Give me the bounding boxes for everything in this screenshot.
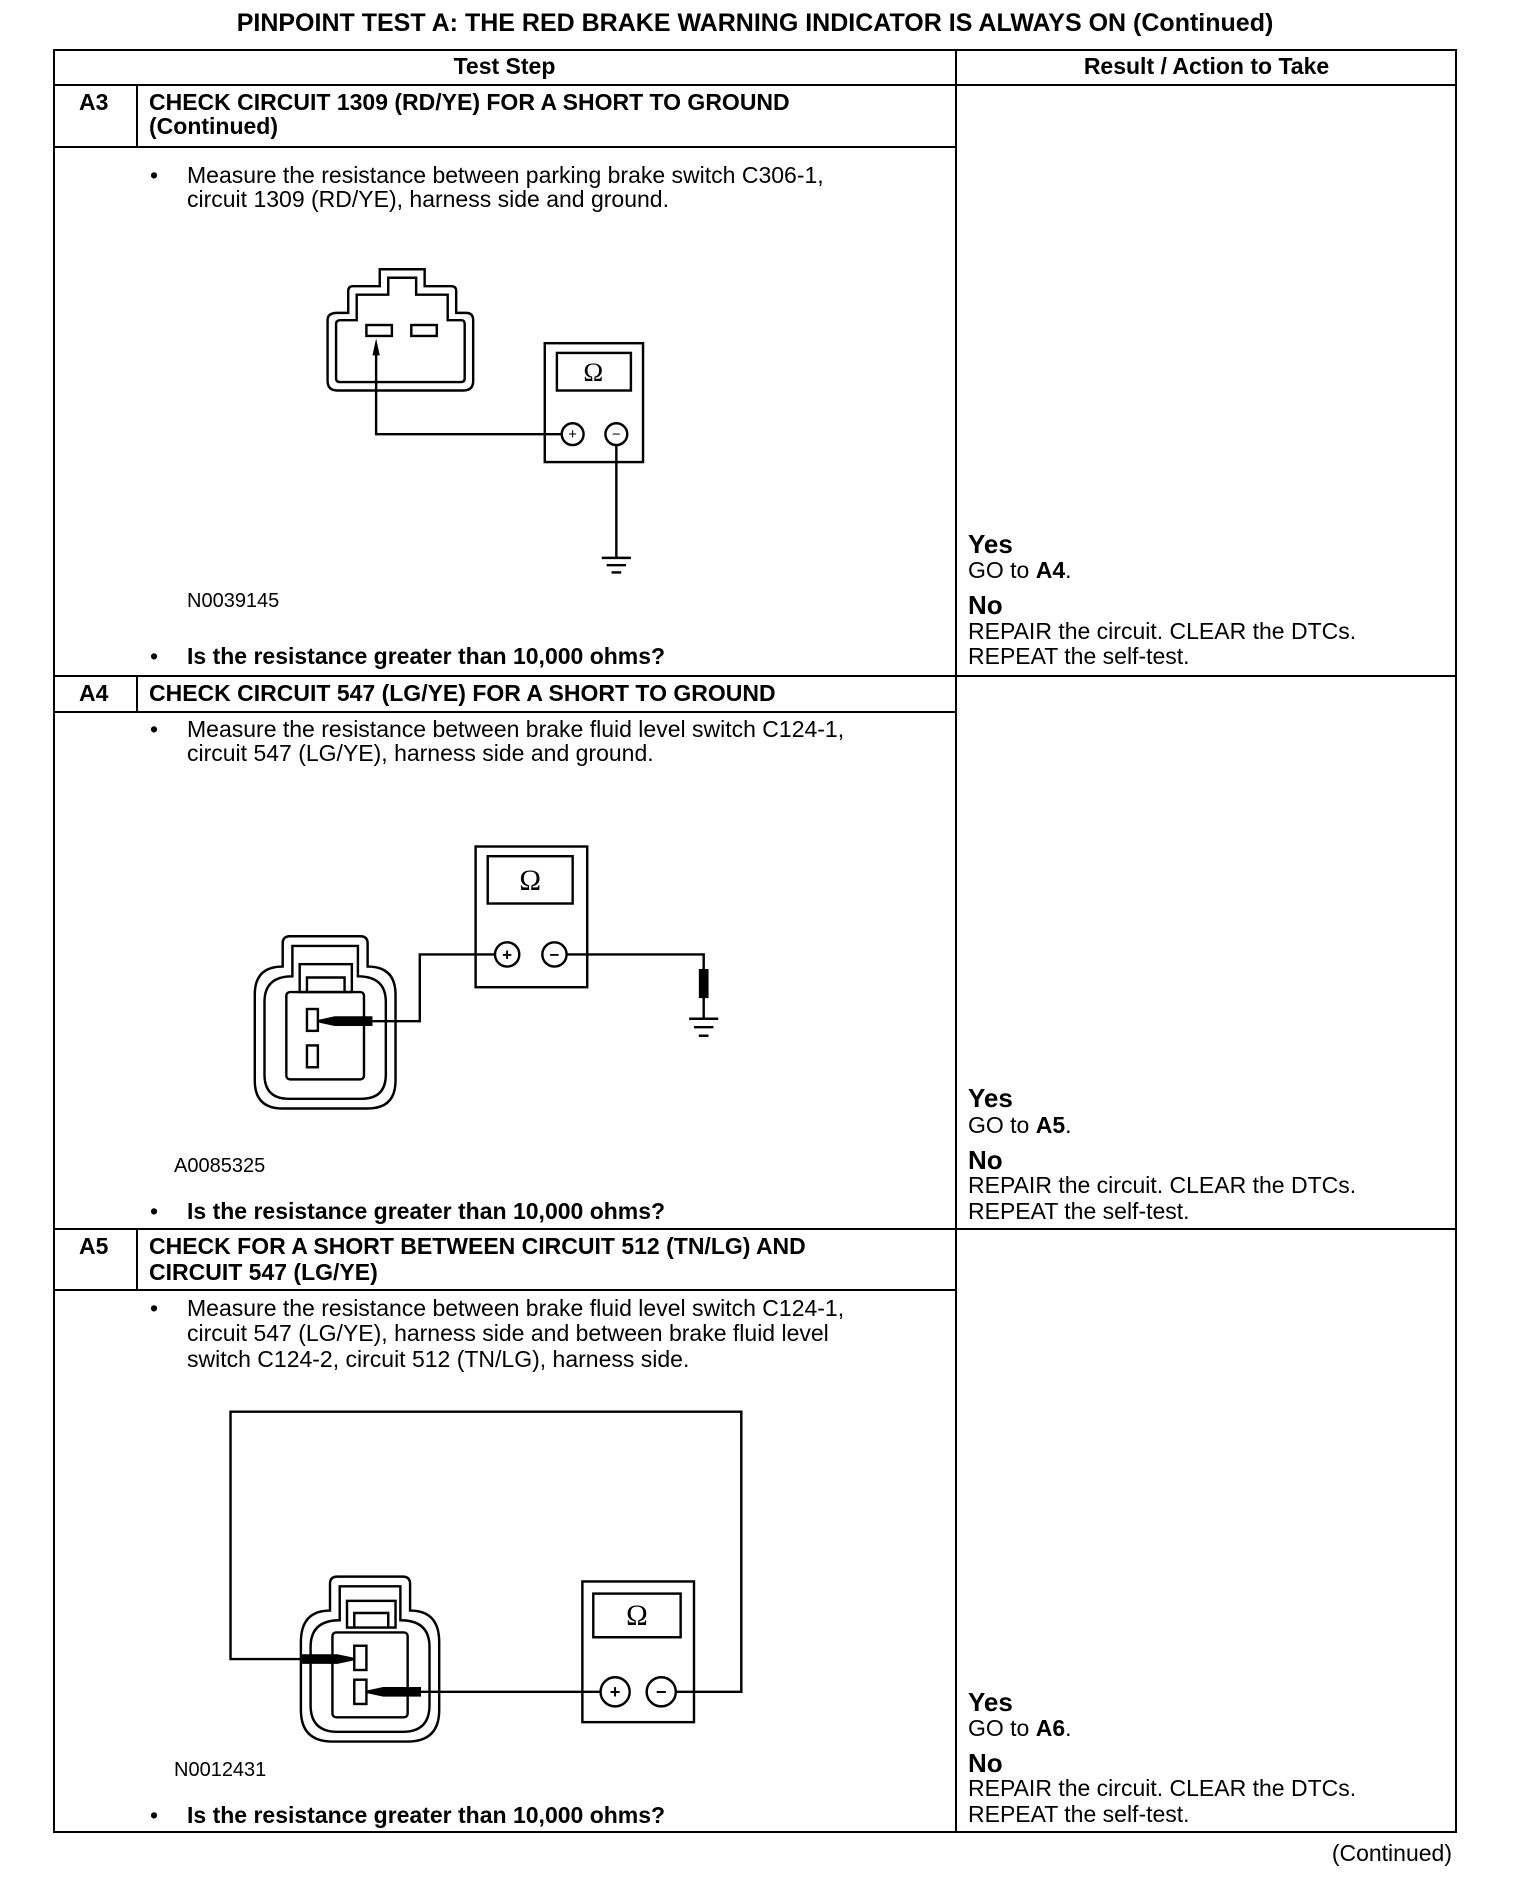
go-to-period: .	[1065, 1112, 1072, 1138]
step-heading-line: (Continued)	[149, 113, 279, 139]
go-to-target: A6	[1035, 1715, 1066, 1741]
step-heading-line: CHECK CIRCUIT 547 (LG/YE) FOR A SHORT TO GROUND	[149, 680, 776, 706]
instruction-line: circuit 1309 (RD/YE), harness side and ground.	[187, 186, 669, 212]
plus-symbol: +	[609, 1681, 621, 1702]
plus-symbol: +	[568, 427, 577, 444]
go-to-text: GO to	[968, 557, 1030, 583]
bullet: •	[150, 643, 159, 669]
connector-c306-terminal-1	[366, 325, 391, 336]
meter-negative-lead-a5	[231, 1412, 742, 1692]
connector-c306-inner-outline	[336, 278, 465, 382]
probe-a5-lower	[366, 1688, 419, 1695]
ohm-symbol: Ω	[583, 356, 604, 387]
go-to-period: .	[1065, 1715, 1072, 1741]
bullet: •	[150, 1295, 159, 1321]
result-no-action-line: REPEAT the self-test.	[968, 1801, 1190, 1827]
instruction-line: circuit 547 (LG/YE), harness side and ground.	[187, 740, 654, 766]
connector-c124-terminal-1	[307, 1009, 318, 1031]
step-id: A5	[79, 1233, 109, 1259]
diagram-a5	[231, 1412, 742, 1742]
connector-c124-terminal-2	[307, 1045, 318, 1067]
instruction-line: Measure the resistance between brake fluid level switch C124-1,	[187, 716, 845, 742]
result-yes-label: Yes	[968, 1083, 1013, 1113]
column-header-test-step: Test Step	[453, 53, 556, 79]
connector-c124-terminal-1	[354, 1646, 366, 1670]
instruction-line: Measure the resistance between brake fluid level switch C124-1,	[187, 1295, 845, 1321]
result-no-action-line: REPAIR the circuit. CLEAR the DTCs.	[968, 1172, 1357, 1198]
connector-c124-latch-inner	[307, 978, 345, 993]
continued-footer: (Continued)	[1331, 1840, 1452, 1866]
result-no-action-line: REPEAT the self-test.	[968, 1198, 1190, 1224]
probe-tip-a3	[372, 338, 379, 355]
result-yes-label: Yes	[968, 529, 1013, 559]
ground-probe-a4	[700, 970, 707, 997]
result-no-label: No	[968, 1145, 1003, 1175]
step-id: A3	[79, 89, 109, 115]
column-header-result-action: Result / Action to Take	[1083, 53, 1330, 79]
bullet: •	[150, 716, 159, 742]
ohm-symbol: Ω	[519, 865, 542, 898]
instruction-line: switch C124-2, circuit 512 (TN/LG), harness side.	[187, 1346, 690, 1372]
connector-c124-terminal-cavity	[332, 1632, 407, 1717]
result-no-label: No	[968, 590, 1003, 620]
instruction-line: Measure the resistance between parking brake switch C306-1,	[187, 162, 824, 188]
connector-c306-outline	[328, 269, 474, 390]
go-to-target: A4	[1035, 557, 1066, 583]
bullet: •	[150, 162, 159, 188]
test-question: Is the resistance greater than 10,000 ohms?	[187, 643, 666, 669]
step-heading-line: CHECK FOR A SHORT BETWEEN CIRCUIT 512 (TN/LG) AND	[149, 1233, 806, 1259]
meter-positive-lead-a3	[376, 353, 562, 434]
minus-symbol: −	[549, 945, 560, 965]
minus-symbol: −	[655, 1681, 667, 1702]
connector-c124-terminal-cavity	[286, 992, 364, 1079]
result-no-action-line: REPAIR the circuit. CLEAR the DTCs.	[968, 618, 1357, 644]
result-yes-label: Yes	[968, 1687, 1013, 1717]
test-question: Is the resistance greater than 10,000 ohms?	[187, 1198, 666, 1224]
step-id: A4	[79, 680, 109, 706]
figure-id: N0012431	[174, 1759, 267, 1781]
ohm-symbol: Ω	[626, 1600, 648, 1633]
step-heading-line: CIRCUIT 547 (LG/YE)	[149, 1259, 378, 1285]
diagram-a4	[255, 847, 718, 1109]
go-to-text: GO to	[968, 1112, 1030, 1138]
figure-id: N0039145	[187, 590, 280, 612]
result-no-action-line: REPEAT the self-test.	[968, 643, 1190, 669]
plus-symbol: +	[502, 945, 513, 965]
test-question: Is the resistance greater than 10,000 ohms?	[187, 1802, 666, 1828]
figure-id: A0085325	[174, 1155, 266, 1177]
connector-c124-terminal-2	[354, 1680, 366, 1704]
ground-symbol-a4	[689, 1019, 718, 1036]
minus-symbol: −	[612, 427, 621, 444]
instruction-line: circuit 547 (LG/YE), harness side and between brake fluid level	[187, 1320, 829, 1346]
bullet: •	[150, 1802, 159, 1828]
go-to-text: GO to	[968, 1715, 1030, 1741]
ground-symbol-a3	[602, 558, 631, 573]
diagram-a3	[328, 269, 643, 572]
result-no-label: No	[968, 1748, 1003, 1778]
bullet: •	[150, 1198, 159, 1224]
result-no-action-line: REPAIR the circuit. CLEAR the DTCs.	[968, 1775, 1357, 1801]
go-to-target: A5	[1035, 1112, 1066, 1138]
step-heading-line: CHECK CIRCUIT 1309 (RD/YE) FOR A SHORT TO GROUND	[149, 89, 790, 115]
go-to-period: .	[1065, 557, 1072, 583]
connector-c306-terminal-2	[411, 325, 436, 336]
connector-c124-latch-inner	[354, 1613, 388, 1628]
page-title: PINPOINT TEST A: THE RED BRAKE WARNING INDICATOR IS ALWAYS ON (Continued)	[236, 9, 1274, 37]
